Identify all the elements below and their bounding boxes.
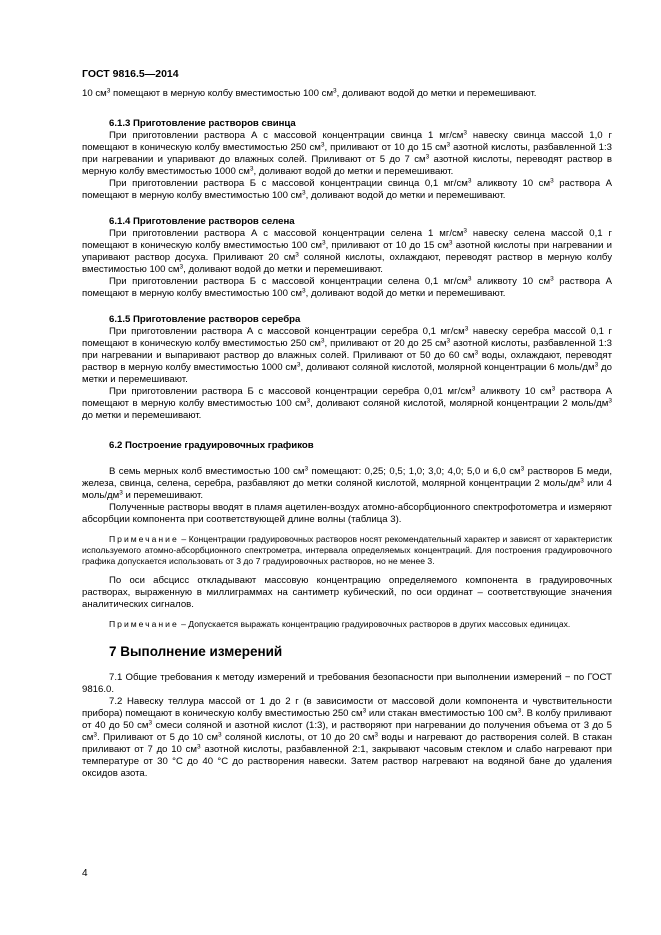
section-6-1-3-paragraph-2: При приготовлении раствора Б с массовой концентрации свинца 0,1 $мг/см^3$ аликвоту 10 $см^3$ раствора А помещают в мерную колбу вместимостью 100 $см^3$, доливают водой до метки и перемешивают. (82, 177, 613, 201)
section-6-1-3-title: 6.1.3 Приготовление растворов свинца (109, 118, 296, 129)
note-2: Примечание – Допускается выражать концентрацию градуировочных растворов в других массовых единицах. (109, 619, 571, 629)
section-7-title: 7 Выполнение измерений (109, 644, 283, 659)
section-6-1-5-paragraph-2: При приготовлении раствора Б с массовой концентрации серебра 0,01 $мг/см^3$ аликвоту 10 $см^3$ раствора А помещают в мерную колбу вместимостью 100 $см^3$, доливают соляной кислотой, молярной концентрации 2 моль/$дм^3$ до метки и перемешивают. (82, 385, 612, 421)
standard-header: ГОСТ 9816.5—2014 (82, 68, 179, 80)
section-6-1-4-paragraph-2: При приготовлении раствора Б с массовой концентрации селена 0,1 $мг/см^3$ аликвоту 10 $см^3$ раствора А помещают в мерную колбу вместимостью 100 $см^3$, доливают водой до метки и перемешивают. (82, 275, 613, 299)
section-6-2-paragraph-3: По оси абсцисс откладывают массовую концентрацию определяемого компонента в градуировочных растворах, выраженную в миллиграммах на сантиметр кубический, по оси ординат – соответствующие значения аналитических сигналов. (82, 575, 612, 610)
section-7-1-paragraph: 7.1 Общие требования к методу измерений и требования безопасности при выполнении измерений − по ГОСТ 9816.0. (82, 672, 612, 695)
page-content (82, 88, 612, 780)
section-6-1-4-title: 6.1.4 Приготовление растворов селена (109, 216, 295, 227)
intro-paragraph: 10 $см^3$ помещают в мерную колбу вместимостью 100 $см^3$, доливают водой до метки и перемешивают. (82, 87, 537, 99)
note-1: Примечание – Концентрации градуировочных растворов носят рекомендательный характер и зависят от характеристик используемого атомно-абсорбционного спектрометра, интервала определяемых концентраций. Для построения градуировочного графика допускается использовать от 3 до 7 градуировочных растворов, но не менее 3. (82, 534, 612, 566)
section-6-1-4-paragraph-1: При приготовлении раствора А с массовой концентрации селена 1 $мг/см^3$ навеску селена массой 0,1 г помещают в коническую колбу вместимостью 100 $см^3$, приливают от 10 до 15 $см^3$ азотной кислоты при нагревании и упаривают раствор досуха. Приливают 20 $см^3$ соляной кислоты, охлаждают, переводят раствор в мерную колбу вместимостью 100 $см^3$, доливают водой до метки и перемешивают. (82, 227, 613, 275)
section-6-1-5-paragraph-1: При приготовлении раствора А с массовой концентрации серебра 0,1 $мг/см^3$ навеску серебра массой 0,1 г помещают в коническую колбу вместимостью 250 $см^3$, приливают от 20 до 25 $см^3$ азотной кислоты, разбавленной 1:3 при нагревании и выпаривают раствор до влажных солей. Приливают от 50 до 60 $см^3$ воды, охлаждают, переводят раствор в мерную колбу вместимостью 1000 $см^3$, доливают соляной кислотой, молярной концентрации 6 моль/$дм^3$ до метки и перемешивают. (82, 325, 612, 385)
section-6-2-paragraph-1: В семь мерных колб вместимостью 100 $см^3$ помещают: 0,25; 0,5; 1,0; 3,0; 4,0; 5,0 и 6,0 $см^3$ растворов Б меди, железа, свинца, селена, серебра, разбавляют до метки соляной кислотой, молярной концентрации 2 моль/$дм^3$ или 4 моль/$дм^3$ и перемешивают. (82, 465, 613, 501)
section-6-1-5-title: 6.1.5 Приготовление растворов серебра (109, 314, 301, 325)
section-6-2-title: 6.2 Построение градуировочных графиков (109, 440, 314, 451)
section-6-2-paragraph-2: Полученные растворы вводят в пламя ацетилен-воздух атомно-абсорбционного спектрофотометра и измеряют абсорбции компонента при соответствующей длине волны (таблица 3). (82, 502, 612, 525)
section-7-2-paragraph: 7.2 Навеску теллура массой от 1 до 2 г (в зависимости от массовой доли компонента и чувствительности прибора) помещают в коническую колбу вместимостью 250 $см^3$ или стакан вместимостью 100 $см^3$. В колбу приливают от 40 до 50 $см^3$ смеси соляной и азотной кислот (1:3), и растворяют при нагревании до получения объема от 3 до 5 $см^3$. Приливают от 5 до 10 $см^3$ соляной кислоты, от 10 до 20 $см^3$ воды и нагревают до растворения солей. В стакан приливают от 7 до 10 $см^3$ азотной кислоты, разбавленной 2:1, закрывают часовым стеклом и слабо нагревают при температуре от 30 °С до 40 °С до растворения навески. Затем раствор нагревают на водяной бане до удаления оксидов азота. (82, 696, 613, 779)
section-6-1-3-paragraph-1: При приготовлении раствора А с массовой концентрации свинца 1 $мг/см^3$ навеску свинца массой 1,0 г помещают в коническую колбу вместимостью 250 $см^3$, приливают от 10 до 15 $см^3$ азотной кислоты, разбавленной 1:3 при нагревании и упаривают до влажных солей. Приливают от 5 до 7 $см^3$ азотной кислоты, переводят раствор в мерную колбу вместимостью 1000 $см^3$, доливают водой до метки и перемешивают. (82, 129, 612, 177)
page-number: 4 (82, 868, 88, 879)
